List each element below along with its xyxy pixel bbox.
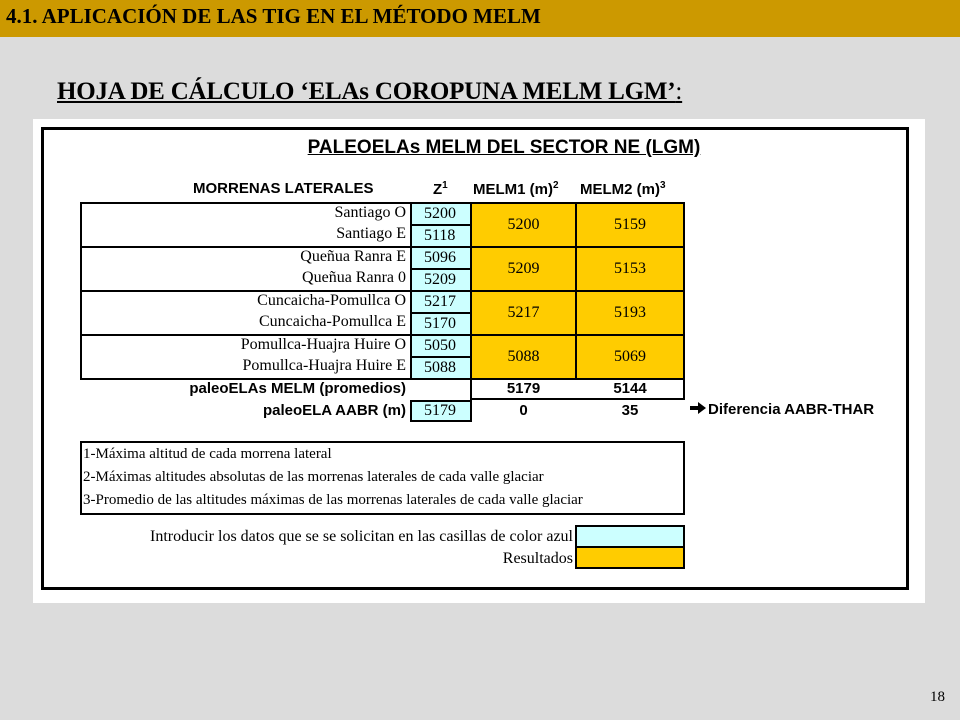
header-title: 4.1. APLICACIÓN DE LAS TIG EN EL MÉTODO MELM <box>6 4 541 28</box>
moraine-name: Cuncaicha-Pomullca O <box>257 292 406 309</box>
moraine-name: Pomullca-Huajra Huire E <box>242 357 406 374</box>
melm2-result-cell: 5159 <box>575 202 685 248</box>
column-header-z <box>433 180 448 198</box>
moraine-name: Pomullca-Huajra Huire O <box>240 336 406 353</box>
moraine-name: Santiago O <box>334 204 406 221</box>
column-header-melm1-text: MELM1 (m) <box>473 181 553 198</box>
promedios-label: paleoELAs MELM (promedios) <box>189 380 406 397</box>
column-header-z-text: Z <box>433 181 443 198</box>
legend-results-label: Resultados <box>502 550 573 567</box>
column-header-melm1-sup: 2 <box>553 180 559 191</box>
legend-input-swatch <box>575 525 685 548</box>
footnote-3: 3-Promedio de las altitudes máximas de las morrenas laterales de cada valle glaciar <box>83 492 583 508</box>
z-input-cell[interactable]: 5088 <box>410 356 472 380</box>
aabr-input-cell[interactable]: 5179 <box>410 400 472 422</box>
page-subtitle-colon: : <box>675 78 683 105</box>
melm1-result-cell: 5088 <box>470 334 577 380</box>
sheet-title-text: PALEOELAs MELM DEL SECTOR NE (LGM) <box>307 137 701 158</box>
page-subtitle <box>57 78 682 106</box>
promedios-melm1: 5179 <box>506 380 541 397</box>
header-bar <box>0 0 960 37</box>
spreadsheet-image <box>33 119 925 603</box>
aabr-melm2: 35 <box>621 402 639 419</box>
column-header-morrenas: MORRENAS LATERALES <box>193 180 374 197</box>
moraine-name: Santiago E <box>336 225 406 242</box>
legend-input-label: Introducir los datos que se se solicitan en las casillas de color azul <box>150 528 573 545</box>
melm2-result-cell: 5069 <box>575 334 685 380</box>
difference-label: Diferencia AABR-THAR <box>708 401 875 418</box>
footnote-2: 2-Máximas altitudes absolutas de las morrenas laterales de cada valle glaciar <box>83 469 544 485</box>
promedios-melm2: 5144 <box>613 380 647 397</box>
melm1-result-cell: 5217 <box>470 290 577 336</box>
column-header-melm2-text: MELM2 (m) <box>580 181 660 198</box>
aabr-label: paleoELA AABR (m) <box>262 402 406 419</box>
melm2-result-cell: 5153 <box>575 246 685 292</box>
legend-results-swatch <box>575 546 685 569</box>
page-number: 18 <box>930 689 945 705</box>
moraine-name: Queñua Ranra E <box>300 248 406 265</box>
column-header-melm2-sup: 3 <box>660 180 666 191</box>
melm2-result-cell: 5193 <box>575 290 685 336</box>
aabr-melm1: 0 <box>519 402 528 419</box>
page-subtitle-text: HOJA DE CÁLCULO ‘ELAs COROPUNA MELM LGM’ <box>57 78 676 105</box>
column-header-z-sup: 1 <box>442 180 448 191</box>
z-input-cell[interactable]: 5200 <box>410 202 472 226</box>
footnote-1: 1-Máxima altitud de cada morrena lateral <box>83 446 332 462</box>
melm1-result-cell: 5200 <box>470 202 577 248</box>
melm1-result-cell: 5209 <box>470 246 577 292</box>
z-input-cell[interactable]: 5209 <box>410 268 472 292</box>
z-input-cell[interactable]: 5050 <box>410 334 472 358</box>
arrow-right-icon <box>690 401 706 415</box>
z-input-cell[interactable]: 5118 <box>410 224 472 248</box>
z-input-cell[interactable]: 5096 <box>410 246 472 270</box>
moraine-name: Queñua Ranra 0 <box>302 269 406 286</box>
z-input-cell[interactable]: 5170 <box>410 312 472 336</box>
moraine-name: Cuncaicha-Pomullca E <box>258 313 406 330</box>
column-header-melm1 <box>473 180 559 198</box>
sheet-title <box>33 137 925 159</box>
z-input-cell[interactable]: 5217 <box>410 290 472 314</box>
column-header-melm2 <box>580 180 666 198</box>
